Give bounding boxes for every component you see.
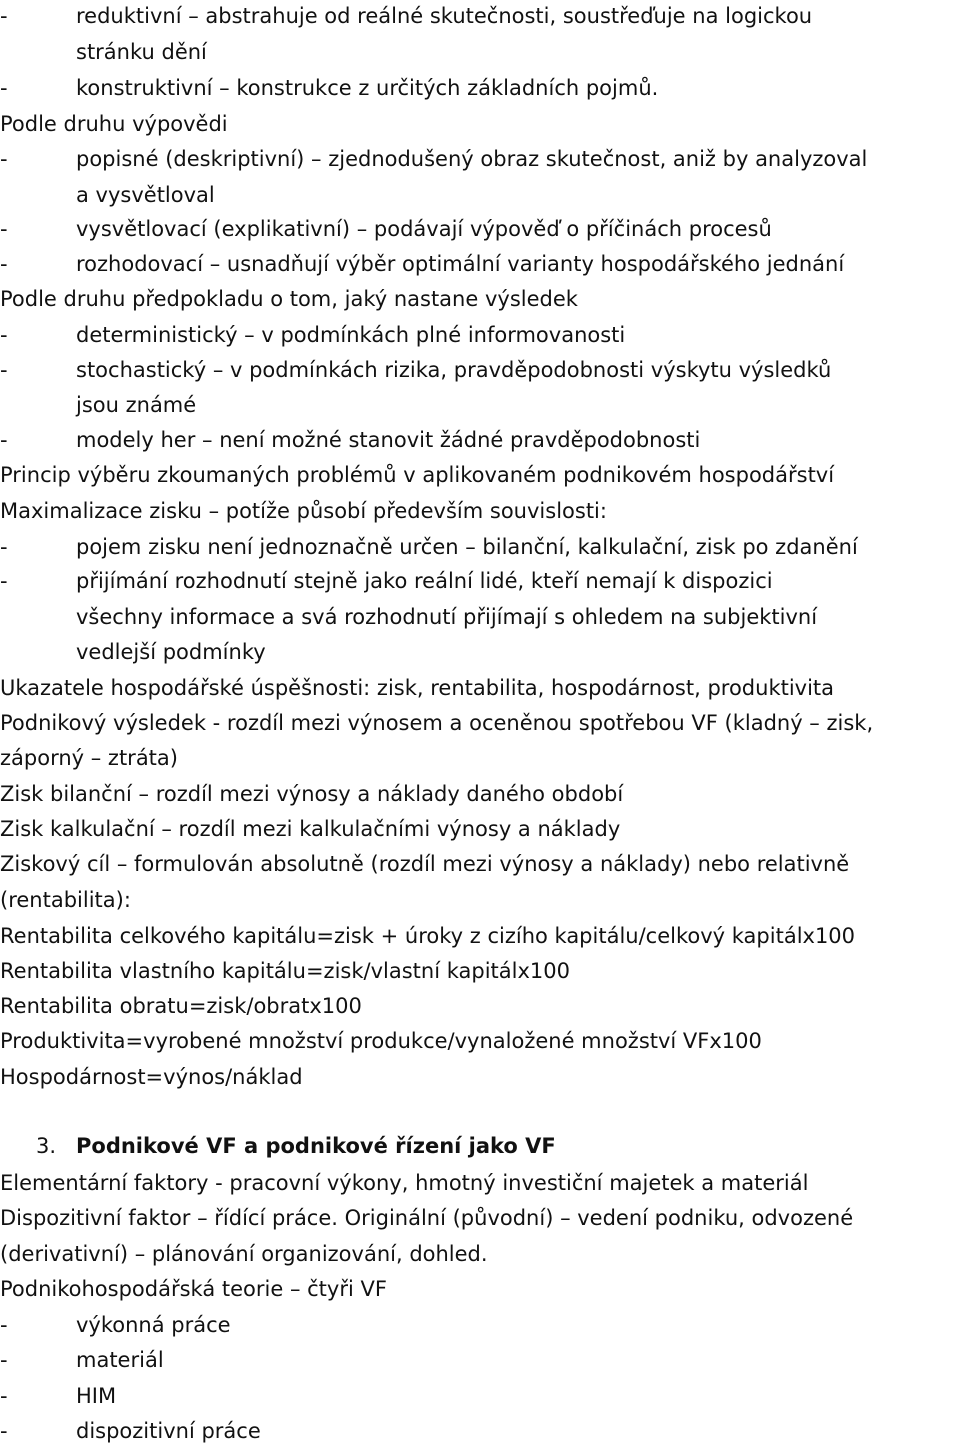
line-text: všechny informace a svá rozhodnutí přijímají s ohledem na subjektivní: [76, 605, 818, 629]
line-text: výkonná práce: [76, 1313, 231, 1337]
line-text: a vysvětloval: [76, 183, 215, 207]
line-text: Maximalizace zisku – potíže působí především souvislosti:: [0, 499, 607, 523]
line-text: Zisk bilanční – rozdíl mezi výnosy a náklady daného období: [0, 782, 624, 806]
line-text: Rentabilita celkového kapitálu=zisk + úroky z cizího kapitálu/celkový kapitálx100: [0, 924, 856, 948]
bullet-dash: -: [0, 4, 8, 28]
line-text: Princip výběru zkoumaných problémů v aplikovaném podnikovém hospodářství: [0, 463, 835, 487]
line-text: Podnikohospodářská teorie – čtyři VF: [0, 1277, 387, 1301]
line-text: Hospodárnost=výnos/náklad: [0, 1065, 303, 1089]
line-text: Podnikový výsledek - rozdíl mezi výnosem a oceněnou spotřebou VF (kladný – zisk,: [0, 711, 874, 735]
line-text: stránku dění: [76, 40, 207, 64]
bullet-dash: -: [0, 1348, 8, 1372]
bullet-dash: -: [0, 1384, 8, 1408]
line-text: popisné (deskriptivní) – zjednodušený obraz skutečnost, aniž by analyzoval: [76, 147, 868, 171]
line-text: záporný – ztráta): [0, 746, 178, 770]
line-text: pojem zisku není jednoznačně určen – bilanční, kalkulační, zisk po zdanění: [76, 535, 858, 559]
bullet-dash: -: [0, 76, 8, 100]
line-text: materiál: [76, 1348, 164, 1372]
line-text: konstruktivní – konstrukce z určitých základních pojmů.: [76, 76, 659, 100]
line-text: stochastický – v podmínkách rizika, pravděpodobnosti výskytu výsledků: [76, 358, 832, 382]
line-text: Podle druhu výpovědi: [0, 112, 228, 136]
line-text: Rentabilita obratu=zisk/obratx100: [0, 994, 362, 1018]
line-text: přijímání rozhodnutí stejně jako reální lidé, kteří nemají k dispozici: [76, 569, 773, 593]
line-text: Produktivita=vyrobené množství produkce/vynaložené množství VFx100: [0, 1029, 762, 1053]
bullet-dash: -: [0, 1419, 8, 1443]
line-text: Dispozitivní faktor – řídící práce. Originální (původní) – vedení podniku, odvozené: [0, 1206, 854, 1230]
bullet-dash: -: [0, 252, 8, 276]
bullet-dash: -: [0, 147, 8, 171]
bullet-dash: -: [0, 1313, 8, 1337]
line-text: rozhodovací – usnadňují výběr optimální varianty hospodářského jednání: [76, 252, 845, 276]
line-text: Zisk kalkulační – rozdíl mezi kalkulačními výnosy a náklady: [0, 817, 621, 841]
bullet-dash: -: [0, 358, 8, 382]
line-text: vedlejší podmínky: [76, 640, 266, 664]
section-title: Podnikové VF a podnikové řízení jako VF: [76, 1134, 556, 1158]
line-text: Rentabilita vlastního kapitálu=zisk/vlastní kapitálx100: [0, 959, 570, 983]
line-text: (rentabilita):: [0, 888, 131, 912]
line-text: Podle druhu předpokladu o tom, jaký nastane výsledek: [0, 287, 578, 311]
line-text: HIM: [76, 1384, 117, 1408]
line-text: (derivativní) – plánování organizování, dohled.: [0, 1242, 488, 1266]
section-number: 3.: [36, 1134, 57, 1158]
line-text: deterministický – v podmínkách plné informovanosti: [76, 323, 626, 347]
bullet-dash: -: [0, 535, 8, 559]
line-text: Ziskový cíl – formulován absolutně (rozdíl mezi výnosy a náklady) nebo relativně: [0, 852, 850, 876]
line-text: jsou známé: [76, 393, 197, 417]
bullet-dash: -: [0, 569, 8, 593]
bullet-dash: -: [0, 217, 8, 241]
line-text: Elementární faktory - pracovní výkony, hmotný investiční majetek a materiál: [0, 1171, 809, 1195]
line-text: Ukazatele hospodářské úspěšnosti: zisk, rentabilita, hospodárnost, produktivita: [0, 676, 835, 700]
bullet-dash: -: [0, 323, 8, 347]
bullet-dash: -: [0, 428, 8, 452]
line-text: dispozitivní práce: [76, 1419, 261, 1443]
line-text: modely her – není možné stanovit žádné pravděpodobnosti: [76, 428, 701, 452]
line-text: vysvětlovací (explikativní) – podávají výpověď o příčinách procesů: [76, 217, 772, 241]
line-text: reduktivní – abstrahuje od reálné skutečnosti, soustřeďuje na logickou: [76, 4, 813, 28]
